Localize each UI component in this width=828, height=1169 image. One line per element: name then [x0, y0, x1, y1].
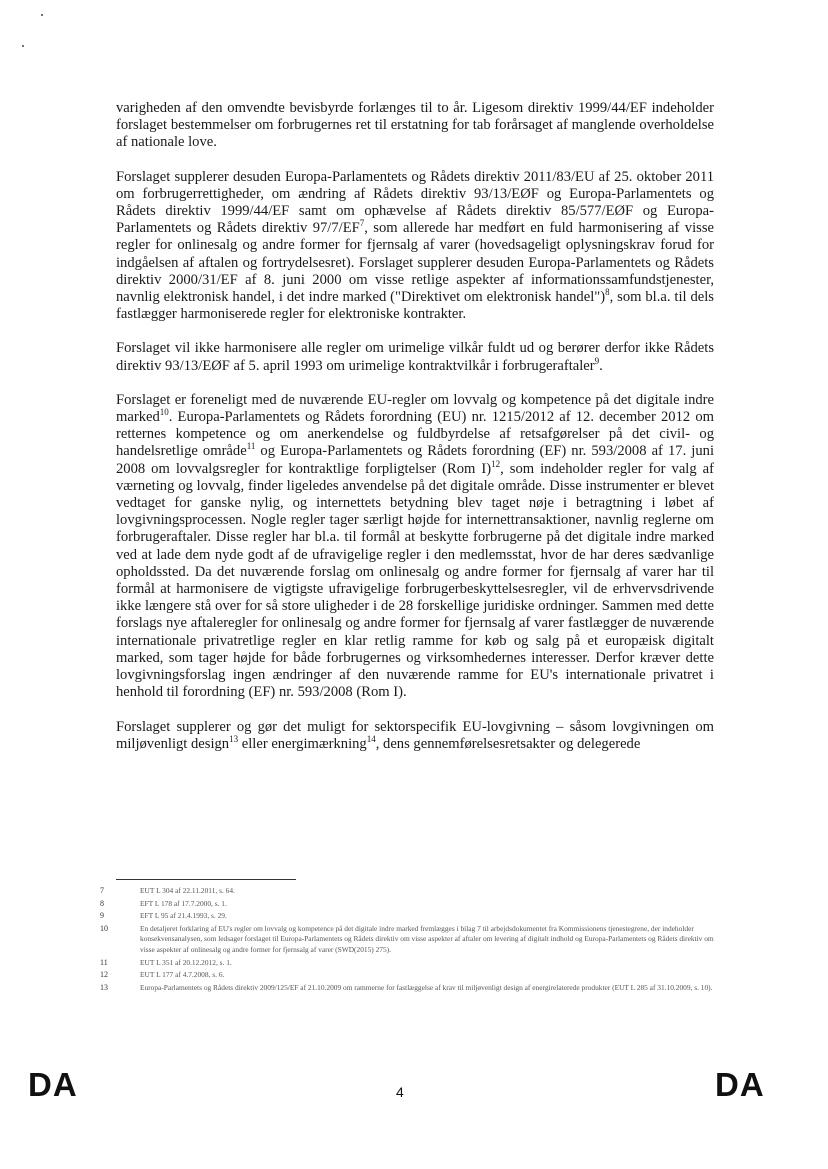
language-code-left: DA — [28, 1066, 78, 1103]
footnote-number: 8 — [100, 898, 104, 908]
paragraph-text: og Europa-Parlamentets og Rådets forordning (EF) nr. 593/2008 af 17. juni 2008 om lovvalgsregler for kontraktlige forpligtelser (Rom I) — [116, 443, 714, 477]
footnote — [100, 983, 714, 994]
footnote-text: EUT L 177 af 4.7.2008, s. 6. — [140, 970, 225, 980]
language-code-right: DA — [715, 1066, 765, 1103]
footnote-number: 7 — [100, 886, 104, 895]
paragraph-text: , som allerede har medført en fuld harmonisering af visse regler for onlinesalg og andre former for fjernsalg af varer (hovedsageligt oplysningskrav forud for indgåelsen af aftalen og fortrydelsesret). Forslaget supplerer desuden Europa-Parlamentets og Rådets direktiv 2000/31/EF af 8. juni 2000 om visse retlige aspekter af informationssamfundstjenester, navnlig elektronisk handel, i det indre marked ("Direktivet om elektronisk handel") — [116, 220, 714, 306]
footnote-number: 11 — [100, 957, 108, 967]
footnote-reference: 7 — [359, 218, 365, 229]
page-number: 4 — [396, 1084, 404, 1100]
footnote — [100, 958, 714, 969]
footnote — [100, 899, 714, 910]
paragraph — [116, 100, 714, 152]
footnote-number: 9 — [100, 911, 104, 921]
footnote-reference: 12 — [491, 458, 501, 469]
footnote — [100, 924, 714, 956]
footnote-reference: 13 — [229, 733, 239, 744]
body-text — [116, 100, 714, 770]
footnote-reference: 9 — [594, 355, 600, 366]
footnote-text: En detaljeret forklaring af EU's regler om lovvalg og kompetence på det digitale indre marked fremlægges i bilag 7 til arbejdsdokumentet fra Kommissionens tjenestegrene, der indeholder konsekvensanalysen, som ledsager forslaget til Europa-Parlamentets og Rådets direktiv om visse aspekter af aftaler om levering af digitalt indhold og Europa-Parlamentets og Rådets direktiv om visse aspekter af onlinesalg og andre former for fjernsalg af varer (SWD(2015) 275). — [140, 923, 714, 954]
footnote-separator — [116, 879, 296, 880]
paragraph — [116, 719, 714, 753]
paragraph — [116, 392, 714, 702]
paragraph-text: , som bl.a. til dels fastlægger harmoniserede regler for elektroniske kontrakter. — [116, 289, 714, 323]
footnote-text: EUT L 351 af 20.12.2012, s. 1. — [140, 957, 232, 967]
paragraph-text: eller energimærkning — [238, 735, 367, 752]
footnote-text: EFT L 178 af 17.7.2000, s. 1. — [140, 898, 227, 908]
paragraph-text: , dens gennemførelsesretsakter og delegerede — [375, 735, 641, 752]
footnote — [100, 970, 714, 981]
scan-speck — [41, 14, 43, 16]
footnote-text: EFT L 95 af 21.4.1993, s. 29. — [140, 911, 227, 921]
paragraph-text: . — [599, 357, 603, 374]
footnote — [100, 886, 714, 897]
footnote-number: 13 — [100, 982, 108, 992]
paragraph-text: Forslaget supplerer desuden Europa-Parlamentets og Rådets direktiv 2011/83/EU af 25. oktober 2011 om forbrugerrettigheder, om ændring af Rådets direktiv 93/13/EØF og Europa-Parlamentets og Rådets direktiv 1999/44/EF samt om ophævelse af Rådets direktiv 85/577/EØF og Europa-Parlamentets og Rådets direktiv 97/7/EF — [116, 168, 714, 237]
footnote-text: EUT L 304 af 22.11.2011, s. 64. — [140, 886, 235, 895]
footnote-number: 12 — [100, 970, 108, 980]
footnote-reference: 10 — [159, 407, 169, 418]
footnote-reference: 14 — [366, 733, 376, 744]
paragraph — [116, 340, 714, 374]
paragraph-text: Forslaget er foreneligt med de nuværende EU-regler om lovvalg og kompetence på det digitale indre marked — [116, 391, 714, 426]
paragraph-text: varigheden af den omvendte bevisbyrde forlænges til to år. Ligesom direktiv 1999/44/EF indeholder forslaget bestemmelser om forbrugernes ret til erstatning for tab forårsaget af manglende overholdelse af nationale love. — [116, 100, 714, 151]
footnotes — [100, 886, 714, 995]
paragraph-text: . Europa-Parlamentets og Rådets forordning (EU) nr. 1215/2012 af 12. december 2012 om retternes kompetence og om anerkendelse og fuldbyrdelse af retsafgørelser på det civil- og handelsretlige område — [116, 409, 714, 460]
paragraph-text: Forslaget supplerer og gør det muligt for sektorspecifik EU-lovgivning – såsom lovgivningen om miljøvenligt design — [116, 718, 714, 752]
footnote-reference: 11 — [246, 441, 256, 452]
scan-speck — [22, 45, 24, 47]
footnote — [100, 911, 714, 922]
paragraph — [116, 169, 714, 324]
paragraph-text: Forslaget vil ikke harmonisere alle regler om urimelige vilkår fuldt ud og berører derfor ikke Rådets direktiv 93/13/EØF af 5. april 1993 om urimelige kontraktvilkår i forbrugeraftaler — [116, 340, 714, 374]
paragraph-text: , som indeholder regler for valg af værneting og lovvalg, finder ligeledes anvendelse på det digitale område. Disse instrumenter er blevet vedtaget for ganske nylig, og internettets betydning blev taget nøje i betragtning i løbet af lovgivningsprocessen. Nogle regler tager særligt højde for internettransaktioner, navnlig reglerne om forbrugeraftaler. Disse regler har bl.a. til formål at beskytte forbrugerne på det digitale indre marked ved at lade dem nyde godt af de ufravigelige regler i den medlemsstat, hvor de har deres sædvanlige opholdssted. Da det nuværende forslag om onlinesalg og andre former for fjernsalg af varer har til formål at harmonisere de vigtigste ufravigelige forbrugerbeskyttelsesregler, vil de erhvervsdrivende ikke længere stå over for så store uligheder i de 28 forskellige juridiske ordninger. Sammen med dette forslags nye aftaleregler for onlinesalg og andre former for fjernsalg af varer fastlægger de nuværende internationale privatretlige regler en klar retlig ramme for køb og salg på et europæisk digitalt marked, som tager højde for både forbrugernes og virksomhedernes interesser. Derfor kræver dette lovgivningsforslag ingen ændringer af den nuværende ramme for EU's internationale privatret i henhold til forordning (EF) nr. 593/2008 (Rom I). — [116, 460, 714, 701]
footnote-number: 10 — [100, 923, 108, 933]
footnote-text: Europa-Parlamentets og Rådets direktiv 2009/125/EF af 21.10.2009 om rammerne for fastlæggelse af krav til miljøvenligt design af energirelaterede produkter (EUT L 285 af 31.10.2009, s. 10). — [140, 982, 713, 992]
footnote-reference: 8 — [605, 287, 610, 298]
